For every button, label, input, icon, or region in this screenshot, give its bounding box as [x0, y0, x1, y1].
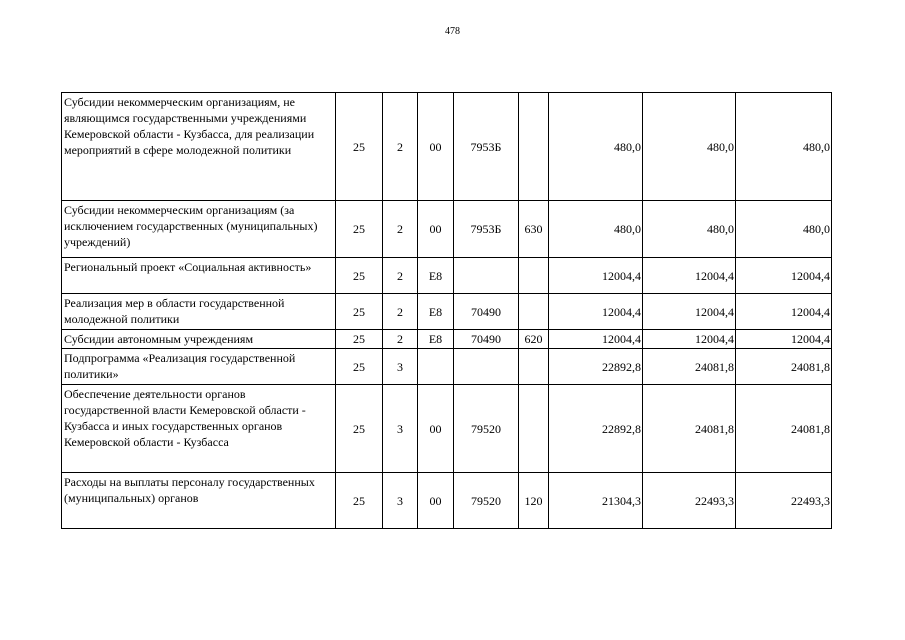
- table-row: [62, 473, 832, 529]
- row-code-2: 2: [383, 93, 418, 201]
- table-row: [62, 201, 832, 258]
- row-name: Субсидии некоммерческим организациям, не являющимся государственными учреждениями Кемеровской области - Кузбасса, для реализации мероприятий в сфере молодежной политики: [62, 93, 336, 201]
- row-code-3: Е8: [418, 330, 454, 349]
- row-code-1: 25: [336, 349, 383, 385]
- row-code-3: 00: [418, 201, 454, 258]
- row-code-1: 25: [336, 93, 383, 201]
- row-code-4: 70490: [454, 294, 519, 330]
- row-value-2: 12004,4: [643, 294, 736, 330]
- row-value-3: 22493,3: [736, 473, 832, 529]
- row-value-1: 12004,4: [549, 294, 643, 330]
- row-value-2: 480,0: [643, 201, 736, 258]
- row-name: Региональный проект «Социальная активность»: [62, 258, 336, 294]
- row-value-2: 22493,3: [643, 473, 736, 529]
- row-value-3: 12004,4: [736, 294, 832, 330]
- row-code-5: 120: [519, 473, 549, 529]
- row-code-5: [519, 385, 549, 473]
- row-code-5: [519, 294, 549, 330]
- row-name: Подпрограмма «Реализация государственной политики»: [62, 349, 336, 385]
- row-value-2: 24081,8: [643, 385, 736, 473]
- row-code-1: 25: [336, 258, 383, 294]
- row-code-3: 00: [418, 385, 454, 473]
- budget-table: [61, 92, 832, 529]
- table-row: [62, 93, 832, 201]
- row-value-1: 21304,3: [549, 473, 643, 529]
- row-code-1: 25: [336, 201, 383, 258]
- row-code-5: 620: [519, 330, 549, 349]
- row-code-2: 2: [383, 258, 418, 294]
- row-code-1: 25: [336, 385, 383, 473]
- row-code-3: [418, 349, 454, 385]
- table-row: [62, 349, 832, 385]
- row-code-1: 25: [336, 294, 383, 330]
- row-code-2: 2: [383, 294, 418, 330]
- row-code-1: 25: [336, 473, 383, 529]
- row-value-1: 12004,4: [549, 258, 643, 294]
- row-name: Расходы на выплаты персоналу государственных (муниципальных) органов: [62, 473, 336, 529]
- row-name: Субсидии некоммерческим организациям (за исключением государственных (муниципальных) учреждений): [62, 201, 336, 258]
- table-row: [62, 294, 832, 330]
- row-code-2: 3: [383, 349, 418, 385]
- row-code-5: [519, 258, 549, 294]
- row-code-3: 00: [418, 473, 454, 529]
- row-code-1: 25: [336, 330, 383, 349]
- row-code-3: Е8: [418, 294, 454, 330]
- row-value-2: 24081,8: [643, 349, 736, 385]
- row-code-4: 70490: [454, 330, 519, 349]
- row-value-3: 24081,8: [736, 349, 832, 385]
- row-name: Обеспечение деятельности органов государственной власти Кемеровской области - Кузбасса и иных государственных органов Кемеровской области - Кузбасса: [62, 385, 336, 473]
- row-value-2: 12004,4: [643, 258, 736, 294]
- row-value-1: 22892,8: [549, 385, 643, 473]
- row-code-3: 00: [418, 93, 454, 201]
- page-number: 478: [445, 26, 460, 37]
- row-code-2: 3: [383, 473, 418, 529]
- row-value-2: 12004,4: [643, 330, 736, 349]
- row-code-3: Е8: [418, 258, 454, 294]
- row-code-4: 79520: [454, 473, 519, 529]
- table-row: [62, 330, 832, 349]
- row-code-4: [454, 258, 519, 294]
- row-code-5: [519, 93, 549, 201]
- row-value-3: 24081,8: [736, 385, 832, 473]
- row-value-3: 12004,4: [736, 330, 832, 349]
- row-value-3: 480,0: [736, 93, 832, 201]
- row-value-2: 480,0: [643, 93, 736, 201]
- table-row: [62, 385, 832, 473]
- row-code-4: 7953Б: [454, 93, 519, 201]
- row-name: Реализация мер в области государственной молодежной политики: [62, 294, 336, 330]
- row-value-1: 12004,4: [549, 330, 643, 349]
- row-code-4: 79520: [454, 385, 519, 473]
- row-value-1: 480,0: [549, 201, 643, 258]
- row-code-5: 630: [519, 201, 549, 258]
- row-value-3: 480,0: [736, 201, 832, 258]
- row-value-3: 12004,4: [736, 258, 832, 294]
- table-row: [62, 258, 832, 294]
- row-value-1: 480,0: [549, 93, 643, 201]
- row-code-5: [519, 349, 549, 385]
- row-code-4: [454, 349, 519, 385]
- row-value-1: 22892,8: [549, 349, 643, 385]
- row-code-4: 7953Б: [454, 201, 519, 258]
- row-code-2: 3: [383, 385, 418, 473]
- row-name: Субсидии автономным учреждениям: [62, 330, 336, 349]
- row-code-2: 2: [383, 330, 418, 349]
- row-code-2: 2: [383, 201, 418, 258]
